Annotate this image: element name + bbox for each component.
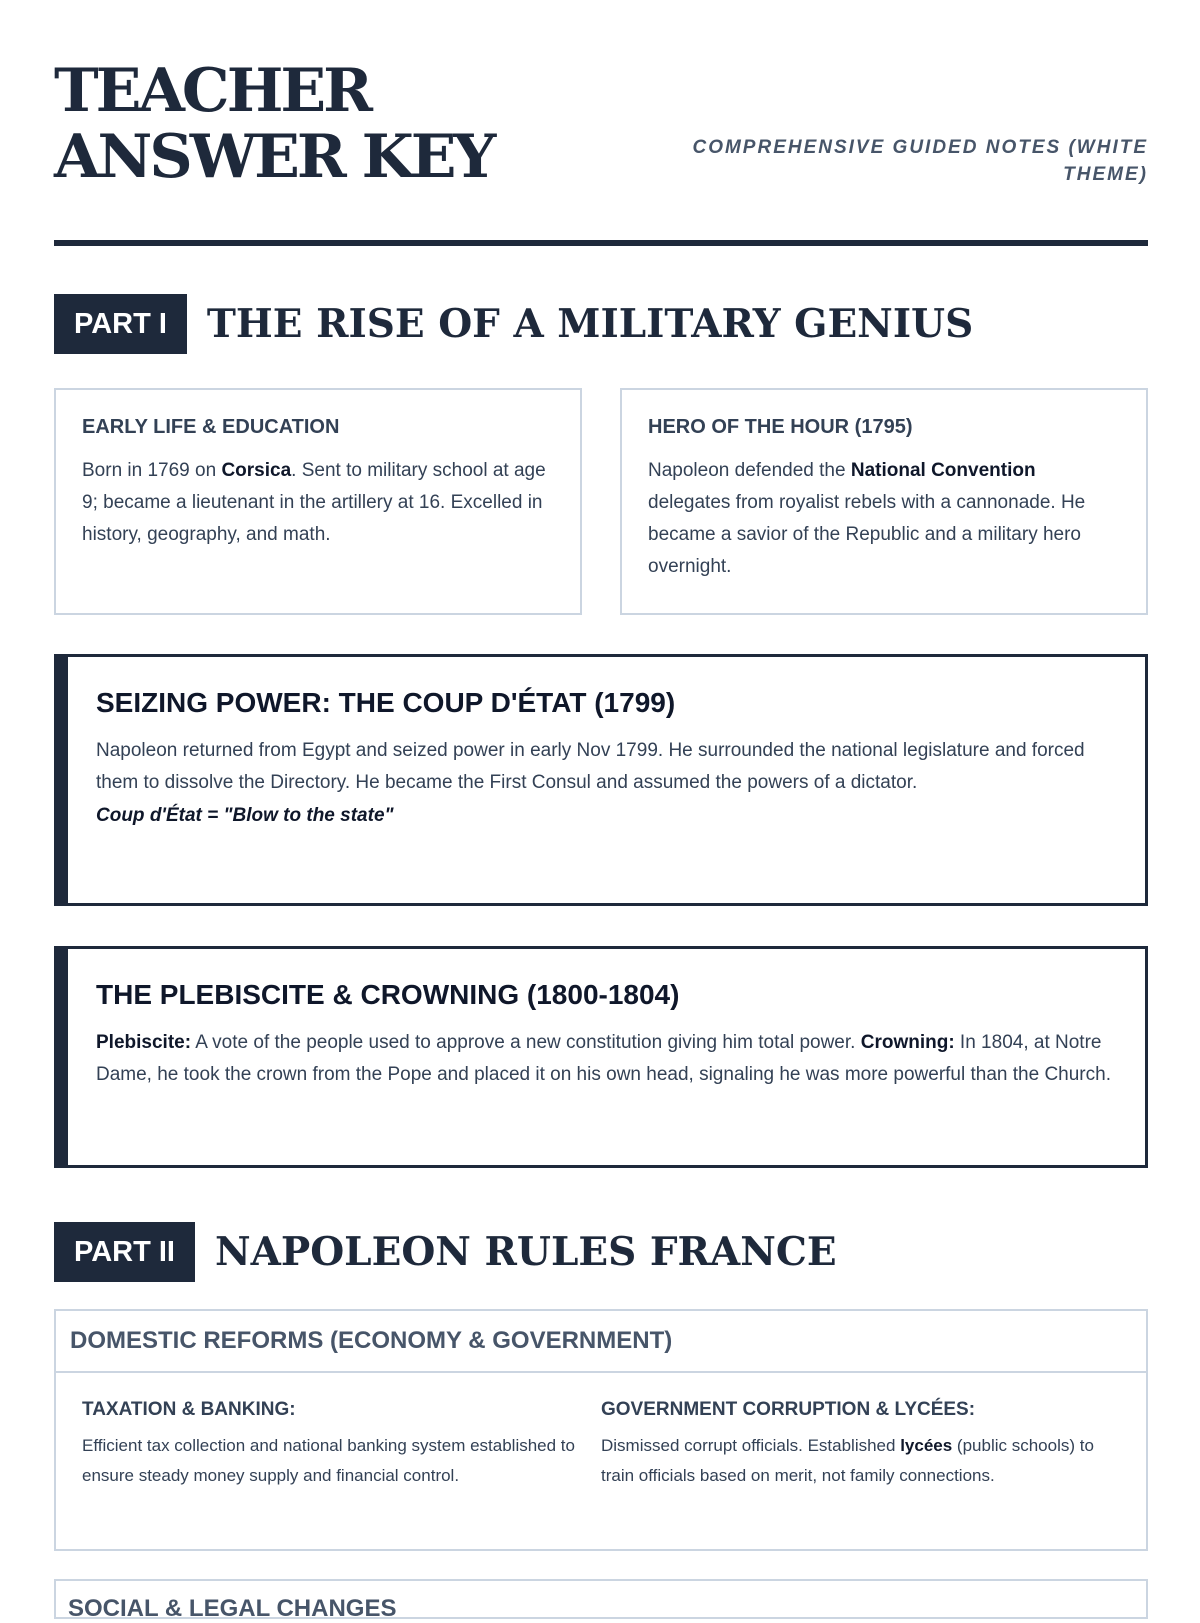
page-header [54, 58, 1148, 190]
plebiscite-feature-box [54, 946, 1148, 1168]
early-life-card [54, 388, 582, 615]
hero-text: Napoleon defended the National Convention delegates from royalist rebels with a cannonade. He became a savior of the Republic and a military hero overnight. [648, 460, 1086, 577]
hero-keyword: National Convention [850, 460, 1036, 481]
social-changes-panel [54, 1579, 1148, 1622]
taxation-text: Efficient tax collection and national banking system established to ensure steady money supply and financial control. [82, 1436, 575, 1485]
plebiscite-term: Plebiscite: [96, 1032, 192, 1053]
page-subtitle: COMPREHENSIVE GUIDED NOTES (WHITE THEME) [692, 137, 1148, 185]
part-1-title: THE RISE OF A MILITARY GENIUS [206, 301, 974, 347]
header-divider [54, 240, 1148, 246]
early-life-text: Born in 1769 on Corsica. Sent to military school at age 9; became a lieutenant in the artillery at 16. Excelled in history, geography, and math. [82, 460, 546, 545]
coup-text: Napoleon returned from Egypt and seized power in early Nov 1799. He surrounded the national legislature and forced them to dissolve the Directory. He became the First Consul and assumed the powers of a dictator. [96, 740, 1085, 793]
hero-card [620, 388, 1148, 615]
part-1-tag: PART I [54, 294, 187, 354]
lycees-keyword: lycées [900, 1436, 953, 1455]
coup-feature-box [54, 654, 1148, 906]
early-life-keyword: Corsica [221, 460, 292, 481]
coup-definition: Coup d'État = "Blow to the state" [96, 805, 394, 826]
page-title: TEACHER ANSWER KEY [54, 56, 494, 192]
corruption-column [601, 1399, 1120, 1491]
corruption-heading: GOVERNMENT CORRUPTION & LYCÉES: [601, 1399, 976, 1420]
crowning-term: Crowning: [860, 1032, 955, 1053]
early-life-heading: EARLY LIFE & EDUCATION [82, 416, 340, 438]
part-1-heading [54, 294, 973, 354]
plebiscite-heading: THE PLEBISCITE & CROWNING (1800-1804) [96, 979, 680, 1010]
social-changes-title: SOCIAL & LEGAL CHANGES [68, 1595, 397, 1622]
domestic-reforms-title: DOMESTIC REFORMS (ECONOMY & GOVERNMENT) [56, 1311, 1146, 1373]
taxation-column [82, 1399, 601, 1491]
part-2-title: NAPOLEON RULES FRANCE [214, 1229, 837, 1275]
domestic-reforms-body [56, 1373, 1146, 1519]
corruption-text: Dismissed corrupt officials. Established lycées (public schools) to train officials based on merit, not family connections. [601, 1436, 1094, 1485]
part-2-tag: PART II [54, 1222, 195, 1282]
taxation-heading: TAXATION & BANKING: [82, 1399, 296, 1420]
plebiscite-text: Plebiscite: A vote of the people used to approve a new constitution giving him total power. Crowning: In 1804, at Notre Dame, he took the crown from the Pope and placed it on his own head, signaling he was more powerful than the Church. [96, 1032, 1111, 1085]
hero-heading: HERO OF THE HOUR (1795) [648, 416, 913, 438]
part-2-heading [54, 1222, 837, 1282]
coup-heading: SEIZING POWER: THE COUP D'ÉTAT (1799) [96, 687, 676, 718]
domestic-reforms-panel [54, 1309, 1148, 1551]
